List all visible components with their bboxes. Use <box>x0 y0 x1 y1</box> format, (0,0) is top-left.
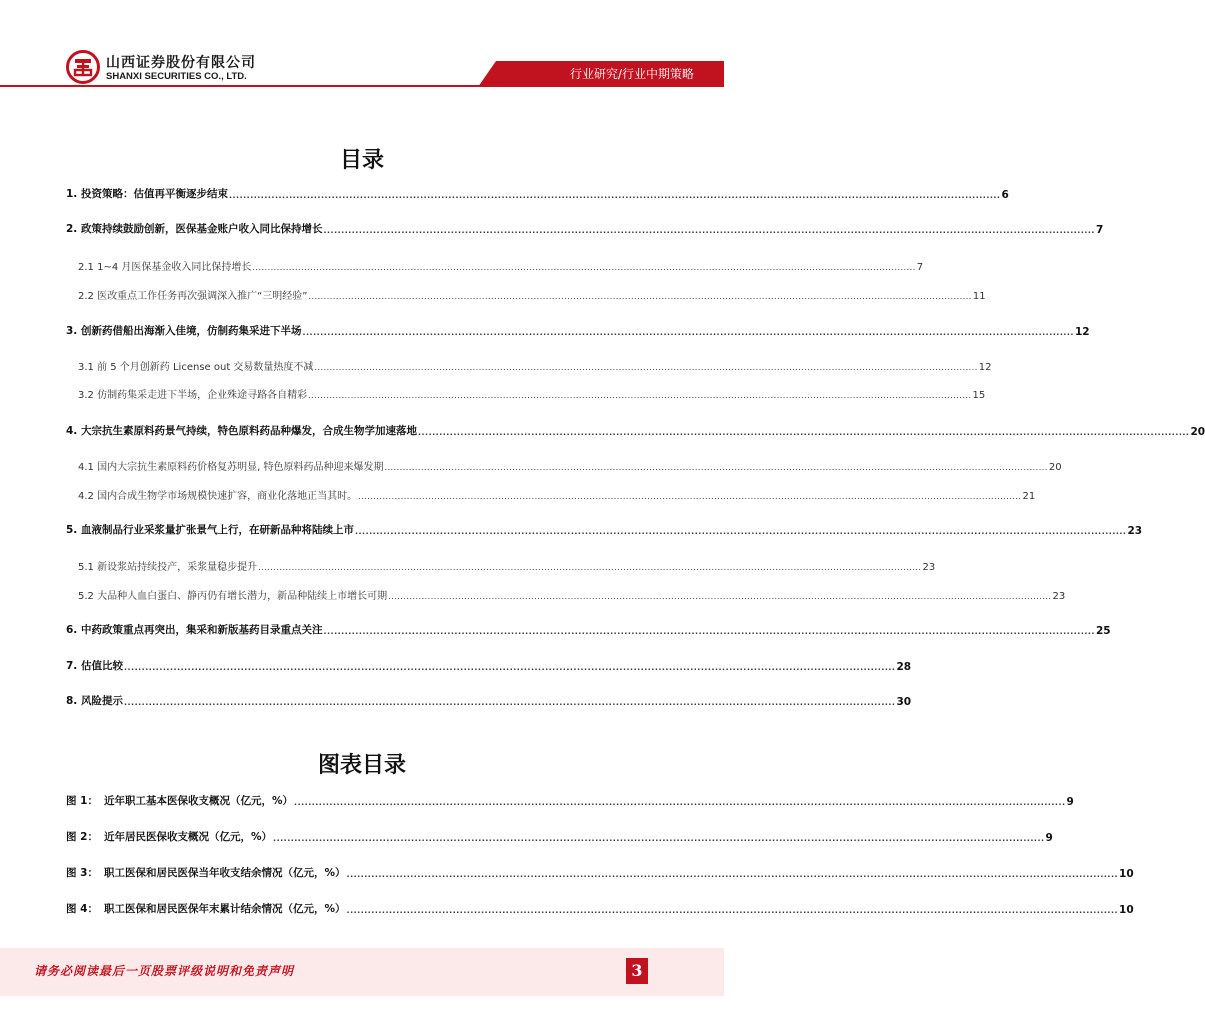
toc-leader-dots: .......................................................................................................................................................................................................................... <box>323 627 1095 636</box>
toc-entry-label: 2.1 1~4 月医保基金收入同比保持增长 <box>78 262 252 273</box>
toc-entry-label: 5. 血液制品行业采浆量扩张景气上行，在研新品种将陆续上市 <box>66 524 354 536</box>
toc-entry-label: 5.2 大品种人血白蛋白、静丙仍有增长潜力，新品种陆续上市增长可期 <box>78 591 388 602</box>
toc-entry-label: 7. 估值比较 <box>66 660 123 672</box>
page-number: 3 <box>626 958 648 984</box>
toc-entry[interactable] <box>78 557 936 573</box>
toc-entry-label: 3.1 前 5 个月创新药 License out 交易数量热度不减 <box>78 362 314 373</box>
toc-entry[interactable] <box>78 385 986 401</box>
figure-page: 10 <box>1119 868 1134 880</box>
toc-entry-page: 25 <box>1095 625 1111 637</box>
toc-entry-page: 20 <box>1048 462 1062 473</box>
toc-entry[interactable] <box>78 357 992 373</box>
toc-leader-dots: .......................................................................................................................................................................................................................... <box>252 263 916 272</box>
toc-leader-dots: .......................................................................................................................................................................................................................... <box>358 492 1022 501</box>
figure-leader-dots: .......................................................................................................................................................................................................................... <box>273 834 1045 843</box>
toc-entry-label: 1. 投资策略：估值再平衡逐步结束 <box>66 188 228 200</box>
page-header <box>0 0 724 90</box>
toc-entry-page: 7 <box>1095 224 1104 236</box>
toc-entry-page: 23 <box>922 562 936 573</box>
toc-entry-page: 23 <box>1052 591 1066 602</box>
toc-entry-label: 3.2 仿制药集采走进下半场，企业殊途寻路各自精彩 <box>78 390 308 401</box>
toc-entry[interactable] <box>66 422 1205 438</box>
toc-entry[interactable] <box>78 457 1062 473</box>
figure-leader-dots: .......................................................................................................................................................................................................................... <box>294 798 1066 807</box>
figure-page: 9 <box>1045 832 1053 844</box>
figure-label: 职工医保和居民医保当年收支结余情况（亿元，%） <box>104 867 346 879</box>
toc-entry-label: 4.1 国内大宗抗生素原料药价格复苏明显, 特色原料药品种迎来爆发期 <box>78 462 384 473</box>
figure-entry[interactable] <box>66 864 1134 880</box>
toc-title: 目录 <box>339 148 384 173</box>
figure-number: 图 3： <box>66 867 98 879</box>
figure-list-title: 图表目录 <box>317 753 406 778</box>
toc-entry[interactable] <box>66 621 1111 637</box>
toc-entry-label: 8. 风险提示 <box>66 695 123 707</box>
disclaimer-notice[interactable]: 请务必阅读最后一页股票评级说明和免责声明 <box>34 964 295 978</box>
toc-entry-page: 21 <box>1022 491 1036 502</box>
toc-entry[interactable] <box>66 692 912 708</box>
toc-entry[interactable] <box>66 521 1143 537</box>
figure-entry[interactable] <box>66 900 1134 916</box>
toc-leader-dots: .......................................................................................................................................................................................................................... <box>323 226 1095 235</box>
toc-leader-dots: .......................................................................................................................................................................................................................... <box>302 328 1074 337</box>
toc-entry-page: 28 <box>896 661 912 673</box>
toc-entry[interactable] <box>78 257 924 273</box>
company-name-en: SHANXI SECURITIES CO., LTD. <box>106 71 247 82</box>
toc-entry-page: 12 <box>1074 326 1090 338</box>
company-name-cn: 山西证券股份有限公司 <box>106 55 256 71</box>
toc-entry-page: 30 <box>896 696 912 708</box>
figure-number: 图 1： <box>66 795 98 807</box>
toc-entry[interactable] <box>78 586 1066 602</box>
toc-leader-dots: .......................................................................................................................................................................................................................... <box>308 391 972 400</box>
toc-leader-dots: .......................................................................................................................................................................................................................... <box>384 463 1048 472</box>
toc-entry-page: 23 <box>1127 525 1143 537</box>
toc-entry-label: 4.2 国内合成生物学市场规模快速扩容，商业化落地正当其时。 <box>78 491 358 502</box>
toc-leader-dots: .......................................................................................................................................................................................................................... <box>308 292 972 301</box>
figure-number: 图 2： <box>66 831 98 843</box>
toc-leader-dots: .......................................................................................................................................................................................................................... <box>258 563 922 572</box>
figure-entry[interactable] <box>66 828 1053 844</box>
toc-entry-label: 2. 政策持续鼓励创新，医保基金账户收入同比保持增长 <box>66 223 323 235</box>
toc-entry[interactable] <box>66 185 1009 201</box>
toc-leader-dots: .......................................................................................................................................................................................................................... <box>417 428 1190 437</box>
toc-leader-dots: .......................................................................................................................................................................................................................... <box>123 663 896 672</box>
figure-label: 近年居民医保收支概况（亿元，%） <box>104 831 273 843</box>
figure-leader-dots: .......................................................................................................................................................................................................................... <box>346 870 1119 879</box>
toc-entry[interactable] <box>78 286 986 302</box>
figure-entry[interactable] <box>66 792 1074 808</box>
toc-entry-page: 20 <box>1190 426 1205 438</box>
toc-entry-page: 7 <box>916 262 924 273</box>
figure-label: 近年职工基本医保收支概况（亿元，%） <box>104 795 294 807</box>
toc-entry-page: 6 <box>1001 189 1009 201</box>
toc-entry-label: 6. 中药政策重点再突出，集采和新版基药目录重点关注 <box>66 624 323 636</box>
toc-entry[interactable] <box>66 657 912 673</box>
figure-page: 10 <box>1119 904 1134 916</box>
toc-leader-dots: .......................................................................................................................................................................................................................... <box>123 698 896 707</box>
toc-entry-label: 4. 大宗抗生素原料药景气持续，特色原料药品种爆发，合成生物学加速落地 <box>66 425 417 437</box>
toc-leader-dots: .......................................................................................................................................................................................................................... <box>354 527 1127 536</box>
figure-leader-dots: .......................................................................................................................................................................................................................... <box>346 906 1119 915</box>
toc-entry[interactable] <box>66 322 1090 338</box>
toc-entry-page: 12 <box>978 362 992 373</box>
figure-number: 图 4： <box>66 903 98 915</box>
toc-leader-dots: .......................................................................................................................................................................................................................... <box>228 191 1001 200</box>
toc-entry[interactable] <box>78 486 1036 502</box>
figure-label: 职工医保和居民医保年末累计结余情况（亿元，%） <box>104 903 346 915</box>
toc-entry-label: 2.2 医改重点工作任务再次强调深入推广“三明经验” <box>78 291 308 302</box>
toc-leader-dots: .......................................................................................................................................................................................................................... <box>314 363 978 372</box>
toc-entry-page: 11 <box>972 291 986 302</box>
toc-entry-page: 15 <box>972 390 986 401</box>
report-type: 行业研究/行业中期策略 <box>569 67 694 81</box>
toc-leader-dots: .......................................................................................................................................................................................................................... <box>388 592 1052 601</box>
toc-entry-label: 5.1 新设浆站持续投产，采浆量稳步提升 <box>78 562 258 573</box>
toc-entry-label: 3. 创新药借船出海渐入佳境，仿制药集采进下半场 <box>66 325 302 337</box>
figure-page: 9 <box>1066 796 1074 808</box>
toc-entry[interactable] <box>66 220 1104 236</box>
